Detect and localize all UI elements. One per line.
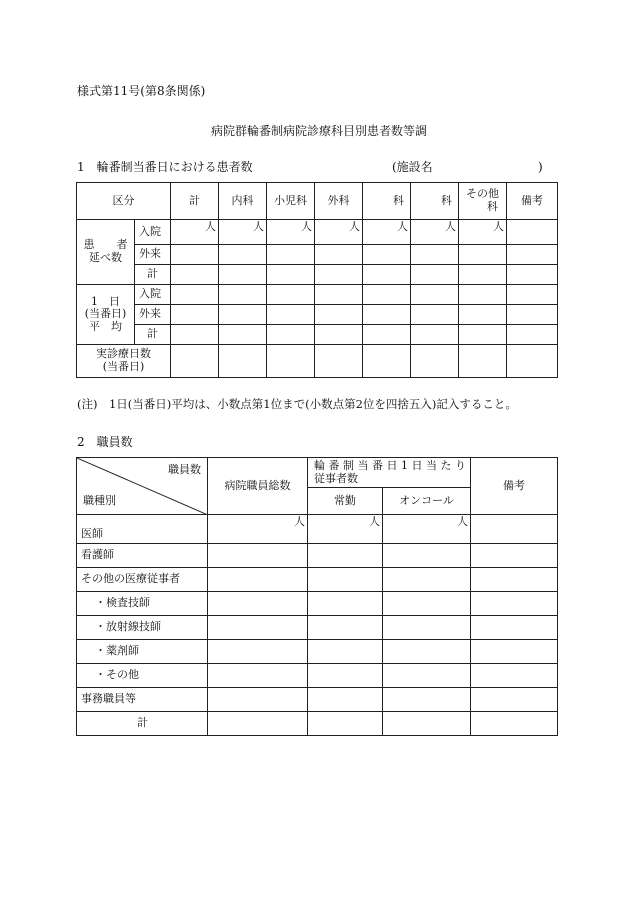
sub-row-outpatient: 外来	[135, 305, 171, 325]
input-cell[interactable]	[383, 616, 471, 640]
input-cell[interactable]	[411, 285, 459, 305]
input-cell[interactable]	[208, 664, 308, 688]
corner-header	[77, 458, 208, 515]
header-blank-dept-2: 科	[411, 183, 459, 220]
input-cell[interactable]	[363, 245, 411, 265]
row-group-patient-total	[77, 220, 135, 285]
header-hospital-staff-total: 病院職員総数	[208, 458, 308, 515]
input-cell[interactable]	[507, 305, 558, 325]
header-duty-day-staff	[308, 458, 471, 488]
header-blank-dept-1: 科	[363, 183, 411, 220]
input-cell[interactable]	[363, 285, 411, 305]
input-cell[interactable]	[267, 305, 315, 325]
input-cell[interactable]	[471, 568, 558, 592]
unit-cell: 人	[208, 515, 308, 544]
row-other-medical: その他の医療従事者	[77, 568, 208, 592]
input-cell[interactable]	[315, 305, 363, 325]
input-cell[interactable]	[471, 515, 558, 544]
input-cell[interactable]	[471, 640, 558, 664]
input-cell[interactable]	[219, 245, 267, 265]
input-cell[interactable]	[471, 616, 558, 640]
document-title: 病院群輪番制病院診療科目別患者数等調	[211, 124, 428, 138]
input-cell[interactable]	[308, 592, 383, 616]
actual-days-label-a: 実診療日数	[96, 347, 151, 361]
input-cell[interactable]	[383, 568, 471, 592]
row-group-daily-average	[77, 285, 135, 345]
input-cell[interactable]	[383, 640, 471, 664]
input-cell[interactable]	[471, 664, 558, 688]
input-cell[interactable]	[471, 712, 558, 736]
input-cell[interactable]	[208, 712, 308, 736]
row-actual-days	[77, 345, 171, 378]
unit-cell: 人	[308, 515, 383, 544]
duty-day-staff-line1: 輪 番 制 当 番 日 1 日 当 た り	[314, 458, 466, 472]
input-cell[interactable]	[219, 305, 267, 325]
sub-row-inpatient: 入院	[135, 285, 171, 305]
sub-row-subtotal: 計	[135, 325, 171, 345]
header-other-line1: その他	[466, 187, 499, 201]
header-other-dept	[459, 183, 507, 220]
input-cell[interactable]	[315, 345, 363, 378]
input-cell[interactable]	[459, 325, 507, 345]
input-cell[interactable]	[507, 325, 558, 345]
input-cell[interactable]	[459, 345, 507, 378]
input-cell[interactable]	[171, 305, 219, 325]
input-cell[interactable]	[471, 592, 558, 616]
input-cell[interactable]	[208, 544, 308, 568]
input-cell[interactable]	[507, 285, 558, 305]
input-cell[interactable]	[411, 325, 459, 345]
input-cell[interactable]	[315, 325, 363, 345]
input-cell[interactable]	[315, 245, 363, 265]
header-total: 計	[171, 183, 219, 220]
input-cell[interactable]	[507, 345, 558, 378]
input-cell[interactable]	[171, 265, 219, 285]
form-number: 様式第11号(第8条関係)	[77, 84, 206, 98]
staff-count-table	[76, 457, 558, 736]
patient-total-label-b: 延べ数	[89, 251, 122, 264]
header-category: 区分	[77, 183, 171, 220]
header-internal-medicine: 内科	[219, 183, 267, 220]
input-cell[interactable]	[459, 245, 507, 265]
input-cell[interactable]	[507, 265, 558, 285]
input-cell[interactable]	[219, 325, 267, 345]
unit-cell: 人	[363, 220, 411, 245]
daily-average-label-a: 1 日	[91, 294, 120, 308]
unit-cell: 人	[411, 220, 459, 245]
input-cell[interactable]	[459, 305, 507, 325]
section2-heading: 2 職員数	[77, 435, 133, 449]
input-cell[interactable]	[267, 345, 315, 378]
input-cell[interactable]	[383, 712, 471, 736]
input-cell[interactable]	[315, 265, 363, 285]
header-remarks: 備考	[471, 458, 558, 515]
input-cell[interactable]	[308, 568, 383, 592]
corner-bottom-label: 職種別	[83, 494, 116, 508]
input-cell[interactable]	[267, 245, 315, 265]
input-cell[interactable]	[363, 265, 411, 285]
row-nurse: 看護師	[77, 544, 208, 568]
row-office-staff: 事務職員等	[77, 688, 208, 712]
corner-top-label: 職員数	[168, 463, 201, 476]
input-cell[interactable]	[219, 345, 267, 378]
row-radiology-technician: ・放射線技師	[77, 616, 208, 640]
header-remarks: 備考	[507, 183, 558, 220]
header-regular: 常勤	[308, 488, 383, 515]
sub-row-subtotal: 計	[135, 265, 171, 285]
facility-name-open: (施設名	[392, 160, 433, 174]
input-cell[interactable]	[171, 345, 219, 378]
duty-day-staff-line2: 従事者数	[314, 471, 358, 485]
input-cell[interactable]	[383, 544, 471, 568]
input-cell[interactable]	[459, 265, 507, 285]
input-cell[interactable]	[507, 245, 558, 265]
row-doctor: 医師	[77, 515, 208, 544]
input-cell[interactable]	[267, 325, 315, 345]
actual-days-label-b: (当番日)	[102, 360, 145, 373]
sub-row-inpatient: 入院	[135, 220, 171, 245]
header-pediatrics: 小児科	[267, 183, 315, 220]
input-cell[interactable]	[363, 345, 411, 378]
input-cell[interactable]	[208, 568, 308, 592]
patient-count-table	[76, 182, 558, 378]
header-surgery: 外科	[315, 183, 363, 220]
input-cell[interactable]	[471, 544, 558, 568]
sub-row-outpatient: 外来	[135, 245, 171, 265]
input-cell[interactable]	[267, 265, 315, 285]
input-cell[interactable]	[208, 688, 308, 712]
unit-cell: 人	[267, 220, 315, 245]
input-cell[interactable]	[267, 285, 315, 305]
input-cell[interactable]	[208, 616, 308, 640]
input-cell[interactable]	[411, 345, 459, 378]
header-other-line2: 科	[487, 200, 498, 213]
input-cell[interactable]	[411, 305, 459, 325]
daily-average-label-c: 平 均	[89, 319, 122, 333]
input-cell[interactable]	[363, 305, 411, 325]
input-cell[interactable]	[208, 640, 308, 664]
input-cell[interactable]	[315, 285, 363, 305]
header-on-call: オンコール	[383, 488, 471, 515]
input-cell[interactable]	[219, 265, 267, 285]
patient-total-label-a: 患 者	[83, 238, 128, 252]
row-lab-technician: ・検査技師	[77, 592, 208, 616]
input-cell[interactable]	[308, 664, 383, 688]
input-cell[interactable]	[363, 325, 411, 345]
facility-name-close: )	[538, 160, 543, 174]
input-cell[interactable]	[171, 285, 219, 305]
input-cell[interactable]	[308, 616, 383, 640]
input-cell[interactable]	[383, 688, 471, 712]
section1-heading: 1 輪番制当番日における患者数	[77, 160, 253, 174]
input-cell[interactable]	[208, 592, 308, 616]
unit-cell: 人	[315, 220, 363, 245]
unit-cell: 人	[219, 220, 267, 245]
input-cell[interactable]	[308, 544, 383, 568]
input-cell[interactable]	[308, 712, 383, 736]
input-cell[interactable]	[171, 325, 219, 345]
unit-cell: 人	[383, 515, 471, 544]
row-pharmacist: ・薬剤師	[77, 640, 208, 664]
input-cell[interactable]	[219, 285, 267, 305]
input-cell[interactable]	[507, 220, 558, 245]
input-cell[interactable]	[308, 688, 383, 712]
input-cell[interactable]	[383, 592, 471, 616]
input-cell[interactable]	[308, 640, 383, 664]
daily-average-label-b: (当番日)	[84, 307, 127, 321]
input-cell[interactable]	[459, 285, 507, 305]
input-cell[interactable]	[471, 688, 558, 712]
row-total: 計	[77, 712, 208, 736]
footnote: (注) 1日(当番日)平均は、小数点第1位まで(小数点第2位を四捨五入)記入すること。	[77, 397, 517, 411]
unit-cell: 人	[459, 220, 507, 245]
input-cell[interactable]	[411, 245, 459, 265]
unit-cell: 人	[171, 220, 219, 245]
input-cell[interactable]	[171, 245, 219, 265]
row-other-staff: ・その他	[77, 664, 208, 688]
input-cell[interactable]	[411, 265, 459, 285]
input-cell[interactable]	[383, 664, 471, 688]
